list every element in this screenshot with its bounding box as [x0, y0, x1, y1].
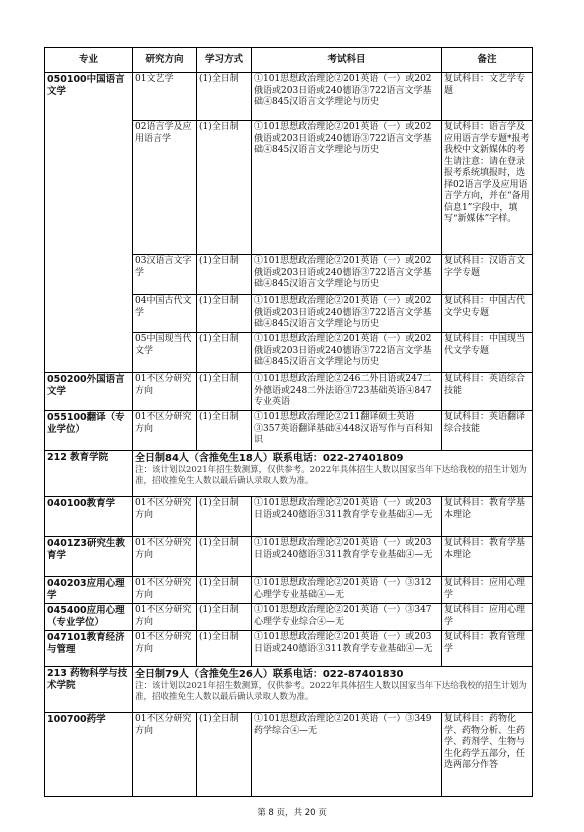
major-cell: 040100教育学 [45, 497, 133, 537]
direction-cell: 03汉语言文字学 [133, 255, 197, 295]
major-cell: 050100中国语言文学 [45, 73, 133, 373]
table-row [45, 713, 533, 797]
direction-cell: 01不区分研究方向 [133, 497, 197, 537]
col-major: 专业 [45, 48, 133, 73]
subjects-cell: ①101思想政治理论②201英语（一）或203日语或240德语③311教育学专业基础④—无 [252, 537, 442, 577]
major-cell: 050200外国语言文学 [45, 373, 133, 411]
subjects-cell: ①101思想政治理论②201英语（一）或202俄语或203日语或240德语③722语言文学基础④845汉语言文学理论与历史 [252, 295, 442, 333]
table-row [45, 577, 533, 604]
remark-cell: 复试科目：应用心理学 [442, 604, 533, 631]
col-direction: 研究方向 [133, 48, 197, 73]
mode-cell: (1)全日制 [197, 121, 252, 255]
major-cell: 055100翻译（专业学位） [45, 411, 133, 451]
mode-cell: (1)全日制 [197, 713, 252, 797]
remark-cell: 复试科目：汉语言文字学专题 [442, 255, 533, 295]
dept-cell: 213 药物科学与技术学院 [45, 667, 133, 713]
major-cell: 047101教育经济与管理 [45, 631, 133, 667]
subjects-cell: ①101思想政治理论②201英语（一）③349药学综合④—无 [252, 713, 442, 797]
remark-cell: 复试科目：中国现当代文学专题 [442, 333, 533, 373]
remark-cell: 复试科目：语言学及应用语言学专题*报考我校中文新媒体的考生请注意：请在登录报考系统填报时，选择02语言学及应用语言学方向，并在“备用信息1”字段中，填写“新媒体”字样。 [442, 121, 533, 255]
remark-cell: 复试科目：教育学基本理论 [442, 497, 533, 537]
dept-info-cell [133, 451, 533, 497]
table-row [45, 497, 533, 537]
table-row [45, 604, 533, 631]
col-mode: 学习方式 [197, 48, 252, 73]
mode-cell: (1)全日制 [197, 631, 252, 667]
col-remark: 备注 [442, 48, 533, 73]
dept-note: 注：该计划以2021年招生数测算，仅供参考。2022年具体招生人数以国家当年下达给我校的招生计划为准，招收推免生人数以最后确认录取人数为准。 [135, 681, 527, 702]
remark-cell: 复试科目：教育学基本理论 [442, 537, 533, 577]
mode-cell: (1)全日制 [197, 577, 252, 604]
direction-cell: 01文艺学 [133, 73, 197, 121]
direction-cell: 01不区分研究方向 [133, 713, 197, 797]
table-row [45, 73, 533, 121]
program-table [44, 47, 533, 797]
remark-cell: 复试科目：教育管理学 [442, 631, 533, 667]
direction-cell: 01不区分研究方向 [133, 411, 197, 451]
direction-cell: 01不区分研究方向 [133, 577, 197, 604]
header-row [45, 48, 533, 73]
dept-row [45, 667, 533, 713]
remark-cell: 复试科目：文艺学专题 [442, 73, 533, 121]
subjects-cell: ①101思想政治理论②246二外日语或247二外德语或248二外法语③723基础英语④847专业英语 [252, 373, 442, 411]
major-cell: 100700药学 [45, 713, 133, 797]
table-row [45, 411, 533, 451]
mode-cell: (1)全日制 [197, 604, 252, 631]
mode-cell: (1)全日制 [197, 411, 252, 451]
subjects-cell: ①101思想政治理论②211翻译硕士英语③357英语翻译基础④448汉语写作与百科知识 [252, 411, 442, 451]
dept-headline: 全日制79人（含推免生26人）联系电话：022-87401830 [135, 669, 404, 680]
dept-headline: 全日制84人（含推免生18人）联系电话：022-27401809 [135, 453, 404, 464]
remark-cell: 复试科目：中国古代文学史专题 [442, 295, 533, 333]
mode-cell: (1)全日制 [197, 73, 252, 121]
subjects-cell: ①101思想政治理论②201英语（一）③347心理学专业综合④—无 [252, 604, 442, 631]
remark-cell: 复试科目：药物化学、药物分析、生药学、药剂学、生物与生化药学五部分，任选两部分作答 [442, 713, 533, 797]
direction-cell: 01不区分研究方向 [133, 604, 197, 631]
mode-cell: (1)全日制 [197, 333, 252, 373]
subjects-cell: ①101思想政治理论②201英语（一）或203日语或240德语③311教育学专业基础④—无 [252, 631, 442, 667]
dept-info-cell [133, 667, 533, 713]
subjects-cell: ①101思想政治理论②201英语（一）或202俄语或203日语或240德语③722语言文学基础④845汉语言文学理论与历史 [252, 121, 442, 255]
remark-cell: 复试科目：应用心理学 [442, 577, 533, 604]
direction-cell: 02语言学及应用语言学 [133, 121, 197, 255]
mode-cell: (1)全日制 [197, 497, 252, 537]
direction-cell: 05中国现当代文学 [133, 333, 197, 373]
mode-cell: (1)全日制 [197, 255, 252, 295]
remark-cell: 复试科目：英语综合技能 [442, 373, 533, 411]
dept-cell: 212 教育学院 [45, 451, 133, 497]
subjects-cell: ①101思想政治理论②201英语（一）或203日语或240德语③311教育学专业基础④—无 [252, 497, 442, 537]
table-row [45, 373, 533, 411]
mode-cell: (1)全日制 [197, 373, 252, 411]
table-row [45, 537, 533, 577]
subjects-cell: ①101思想政治理论②201英语（一）③312心理学专业基础④—无 [252, 577, 442, 604]
major-cell: 040203应用心理学 [45, 577, 133, 604]
direction-cell: 01不区分研究方向 [133, 631, 197, 667]
dept-note: 注：该计划以2021年招生数测算，仅供参考。2022年具体招生人数以国家当年下达给我校的招生计划为准，招收推免生人数以最后确认录取人数为准。 [135, 465, 527, 486]
direction-cell: 04中国古代文学 [133, 295, 197, 333]
dept-row [45, 451, 533, 497]
mode-cell: (1)全日制 [197, 537, 252, 577]
mode-cell: (1)全日制 [197, 295, 252, 333]
subjects-cell: ①101思想政治理论②201英语（一）或202俄语或203日语或240德语③722语言文学基础④845汉语言文学理论与历史 [252, 255, 442, 295]
direction-cell: 01不区分研究方向 [133, 537, 197, 577]
subjects-cell: ①101思想政治理论②201英语（一）或202俄语或203日语或240德语③722语言文学基础④845汉语言文学理论与历史 [252, 333, 442, 373]
major-cell: 045400应用心理（专业学位） [45, 604, 133, 631]
subjects-cell: ①101思想政治理论②201英语（一）或202俄语或203日语或240德语③722语言文学基础④845汉语言文学理论与历史 [252, 73, 442, 121]
major-cell: 0401Z3研究生教育学 [45, 537, 133, 577]
page-footer: 第 8 页，共 20 页 [257, 808, 327, 818]
col-subjects: 考试科目 [252, 48, 442, 73]
remark-cell: 复试科目：英语翻译综合技能 [442, 411, 533, 451]
direction-cell: 01不区分研究方向 [133, 373, 197, 411]
table-row [45, 631, 533, 667]
